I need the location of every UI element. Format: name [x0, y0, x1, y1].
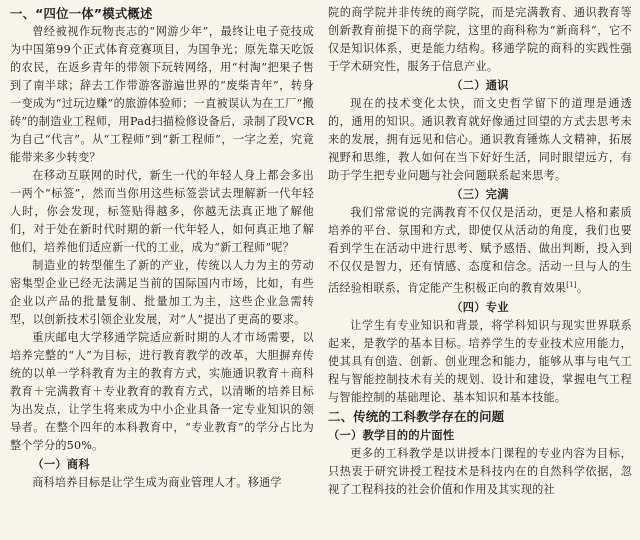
paragraph: 曾经被视作玩物丧志的“网游少年”，最终让电子竞技成为中国第99个正式体育竞赛项目，为国争光；原先靠天吃饭的农民，在返乡青年的带领下玩转网络，用“村淘”把果子售到了南半球；辞去工作带游客游遍世界的“废柴青年”，转身一变成为“过玩边赚”的旅游体验师；一直被误认为在工厂“搬砖”的制造业工程师，用Pad扫描检修设备后，录制了段VCR为自己“代言”。从“工程师”到“新工程师”，一字之差，究竟能带来多少转变？: [10, 25, 314, 164]
paragraph: 现在的技术变化太快，而文史哲学留下的道理是通透的，通用的知识。通识教育就好像通过回望的方式去思考未来的发展，拥有远见和信心。通识教育锤炼人文精神，拓展视野和思维，教人如何在当下好好生活，同时眼望远方，有助于学生把专业问题与社会问题联系起来思考。: [328, 97, 632, 182]
paragraph: 让学生有专业知识和背景，将学科知识与现实世界联系起来，是教学的基本目标。培养学生的专业技术应用能力，使其具有创造、创新、创业理念和能力，能够从事与电气工程与智能控制技术有关的规划、设计和建设，掌握电气工程与智能控制的基础理论、基本知识和基本技能。: [328, 318, 632, 404]
left-column: [10, 4, 314, 536]
section-heading-one: 一、“四位一体”模式概述: [10, 6, 153, 21]
paragraph: [328, 204, 632, 298]
right-column: [328, 4, 632, 536]
paragraph-text: 我们常常说的完满教育不仅仅是活动，更是人格和素质培养的平台、氛围和方式，即使仅从活动的角度，我们也要看到学生在活动中进行思考、赋予感悟、做出判断，投入到不仅仅是智力，还有情感、态度和信念。活动一旦与人的生活经验相联系，肯定能产生积极正向的教育效果: [328, 206, 632, 295]
subheading-general-education: （二）通识: [451, 79, 509, 92]
paragraph-continued: 院的商学院并非传统的商学院，而是完满教育、通识教育等创新教育前提下的商学院，这里的商科称为“新商科”，它不仅是知识体系，更是能力结构。移通学院的商科的实践性强于学术研究性，服务于信息产业。: [328, 6, 632, 73]
citation-ref: [1]: [566, 281, 577, 289]
paragraph: 制造业的转型催生了新的产业，传统以人力为主的劳动密集型企业已经无法满足当前的国际国内市场，比如，有些企业以产品的批量复制、批量加工为主，这些企业急需转型，以创新技术引领企业发展，对“人”提出了更高的要求。: [10, 259, 314, 326]
paragraph: 在移动互联网的时代，新生一代的年轻人身上都会多出一两个“标签”，然而当你用这些标签尝试去理解新一代年轻人时，你会发现，标签贴得越多，你越无法真正地了解他们，对于处在新时代时期的新一代年轻人，如何真正地了解他们，培养他们适应新一代的工业，成为“新工程师”呢？: [10, 169, 314, 254]
paragraph: 更多的工科教学是以讲授本门课程的专业内容为目标，只热衷于研究讲授工程技术是科技内在的自然科学依据，忽视了工程科技的社会价值和作用及其实现的社: [328, 446, 632, 496]
subheading-complete-education: （三）完满: [451, 188, 509, 201]
subheading-teaching-purpose: （一）教学目的的片面性: [328, 428, 455, 442]
section-heading-two: 二、传统的工科教学存在的问题: [328, 408, 505, 424]
subheading-business: （一）商科: [32, 458, 90, 471]
paragraph: 商科培养目标是让学生成为商业管理人才。移通学: [32, 476, 282, 489]
paragraph-end: 。: [576, 281, 589, 295]
paragraph: 重庆邮电大学移通学院适应新时期的人才市场需要，以培养完整的“人”为目标，进行教育教学的改革，大胆摒弃传统的以单一学科教育为主的教育方式，实施通识教育＋商科教育＋完满教育＋专业教育的教育方式，以清晰的培养目标为出发点，让学生将来成为中小企业具备一定专业知识的领导者。在整个四年的本科教育中，“专业教育”的学分占比为整个学分的50%。: [10, 331, 314, 452]
subheading-specialty: （四）专业: [451, 300, 509, 314]
